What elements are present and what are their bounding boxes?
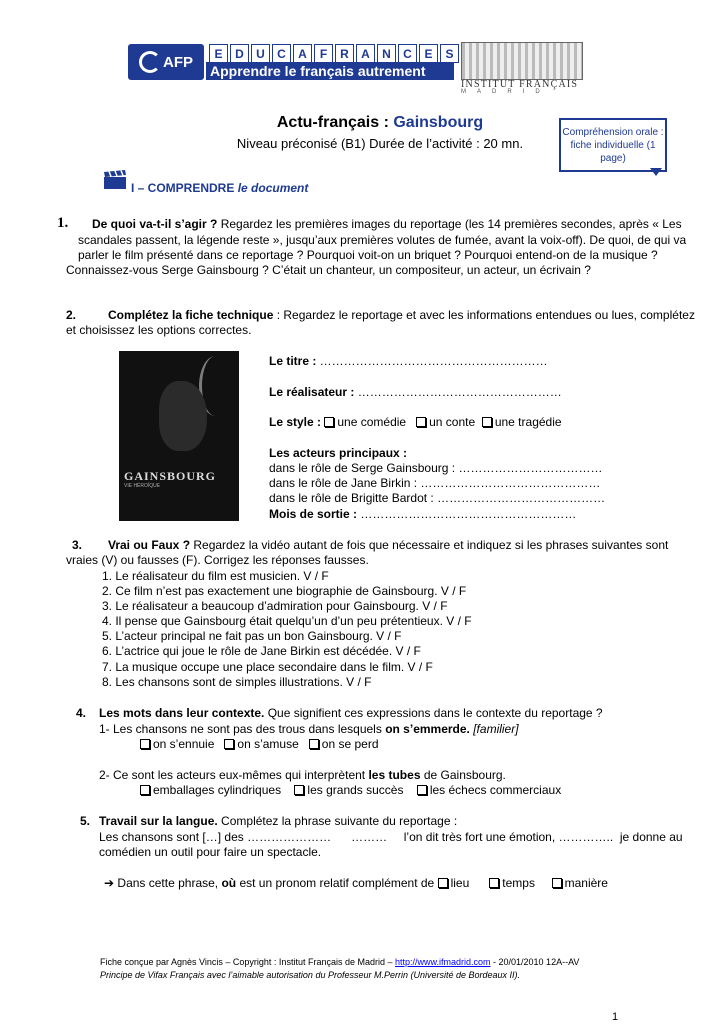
institut-name: INSTITUT FRANÇAIS <box>461 79 579 90</box>
field-titre[interactable]: Le titre : ………………………………………………… <box>269 354 548 368</box>
educafrances-letter: D <box>230 44 249 63</box>
institut-building-image <box>461 42 583 80</box>
educafrances-letter: S <box>440 44 459 63</box>
q4-sub-2-options: emballages cylindriques les grands succès les échecs commerciaux <box>140 783 561 798</box>
q1-line-3: parler le film présenté dans ce reportage ? Pourquoi voit-on un briquet ? Pourquoi entend-on de la musique ? <box>78 248 658 262</box>
institut-city: MADRID <box>461 89 551 95</box>
field-role-brigitte[interactable]: dans le rôle de Brigitte Bardot : …………………………………… <box>269 491 606 505</box>
q5-question: ➔ Dans cette phrase, où est un pronom relatif complément de lieu temps manière <box>104 876 608 890</box>
poster-portrait <box>159 381 207 451</box>
checkbox-echecs[interactable] <box>417 785 427 795</box>
acteurs-label: Les acteurs principaux : <box>269 446 408 460</box>
vf-item-1[interactable]: 1. Le réalisateur du film est musicien. V / F <box>102 569 329 583</box>
vf-item-3[interactable]: 3. Le réalisateur a beaucoup d’admiration pour Gainsbourg. V / F <box>102 599 448 613</box>
field-role-serge[interactable]: dans le rôle de Serge Gainsbourg : ……………………………… <box>269 461 603 475</box>
vf-item-8[interactable]: 8. Les chansons sont de simples illustrations. V / F <box>102 675 372 689</box>
checkbox-grands-succes[interactable] <box>294 785 304 795</box>
page-number: 1 <box>612 1011 619 1023</box>
vf-item-5[interactable]: 5. L’acteur principal ne fait pas un bon Gainsbourg. V / F <box>102 629 402 643</box>
checkbox-tragedie[interactable] <box>482 417 492 427</box>
q4-sub-1-options: on s’ennuie on s’amuse on se perd <box>140 737 379 752</box>
page-subtitle: Niveau préconisé (B1) Durée de l’activité : 20 mn. <box>236 136 524 151</box>
section-heading: I – COMPRENDRE le document <box>131 181 309 195</box>
clapperboard-icon <box>103 170 127 190</box>
q5-sentence-line-2: comédien un outil pour faire un spectacle. <box>99 845 322 859</box>
q1-line-1: De quoi va-t-il s’agir ? Regardez les premières images du reportage (les 14 premières secondes, après « Les <box>92 217 682 231</box>
q3-line-1: Vrai ou Faux ? Regardez la vidéo autant de fois que nécessaire et indiquez si les phrases suivantes sont <box>108 538 669 552</box>
educafrances-tagline: Apprendre le français autrement <box>206 62 454 80</box>
q5-intro: Travail sur la langue. Complétez la phrase suivante du reportage : <box>99 814 458 828</box>
q1-line-4: Connaissez-vous Serge Gainsbourg ? C’était un chanteur, un compositeur, un acteur, un écrivain ? <box>66 263 591 277</box>
q2-line-2: et choisissez les options correctes. <box>66 323 252 337</box>
checkbox-amuse[interactable] <box>224 739 234 749</box>
question-3-number: 3. <box>72 538 83 552</box>
educafrances-letter: F <box>314 44 333 63</box>
film-poster-image: GAINSBOURG VIE HÉROÏQUE <box>119 351 239 521</box>
checkbox-lieu[interactable] <box>438 878 448 888</box>
field-role-jane[interactable]: dans le rôle de Jane Birkin : ……………………………………… <box>269 476 601 490</box>
q4-sub-1: 1- Les chansons ne sont pas des trous dans lesquels on s’emmerde. [familier] <box>99 722 519 736</box>
q1-line-2: scandales passent, la légende reste », jusqu’aux premières volutes de fumée, avant la voix-off). De quoi, de qui va <box>78 233 687 247</box>
q2-line-1: Complétez la fiche technique : Regardez le reportage et avec les informations entendues ou lues, complétez <box>108 308 695 322</box>
educafrances-letter: A <box>293 44 312 63</box>
checkbox-maniere[interactable] <box>552 878 562 888</box>
q5-sentence-line-1[interactable]: Les chansons sont […] des ………………… ……… l’on dit très fort une émotion, ………….. je donne au <box>99 830 683 844</box>
checkbox-emballages[interactable] <box>140 785 150 795</box>
checkbox-ennuie[interactable] <box>140 739 150 749</box>
vf-item-6[interactable]: 6. L’actrice qui joue le rôle de Jane Birkin est décédée. V / F <box>102 644 421 658</box>
field-realisateur[interactable]: Le réalisateur : …………………………………………… <box>269 385 562 399</box>
footer-line-2: Principe de Vifax Français avec l’aimable autorisation du Professeur M.Perrin (Université de Bordeaux II). <box>100 970 521 980</box>
question-4-number: 4. <box>76 706 87 720</box>
checkbox-temps[interactable] <box>489 878 499 888</box>
educafrances-letter: R <box>335 44 354 63</box>
educafrances-letters <box>209 44 459 63</box>
field-style: Le style : une comédie un conte une tragédie <box>269 415 562 429</box>
footer <box>100 956 579 982</box>
vf-item-4[interactable]: 4. Il pense que Gainsbourg était quelqu’un d’un peu prétentieux. V / F <box>102 614 472 628</box>
checkbox-conte[interactable] <box>416 417 426 427</box>
vf-item-2[interactable]: 2. Ce film n’est pas exactement une biographie de Gainsbourg. V / F <box>102 584 467 598</box>
q4-intro: Les mots dans leur contexte. Que signifient ces expressions dans le contexte du reportage ? <box>99 706 603 720</box>
educafrances-letter: A <box>356 44 375 63</box>
question-5-number: 5. <box>80 814 91 828</box>
vf-item-7[interactable]: 7. La musique occupe une place secondaire dans le film. V / F <box>102 660 433 674</box>
afp-logo: AFP <box>128 44 204 80</box>
callout-tail <box>650 168 662 176</box>
page-title: Actu-français : Gainsbourg <box>276 114 484 131</box>
checkbox-perd[interactable] <box>309 739 319 749</box>
checkbox-comedie[interactable] <box>324 417 334 427</box>
footer-line-1: Fiche conçue par Agnès Vincis – Copyright : Institut Français de Madrid – http://www.ifmadrid.com - 20/01/2010 12A--AV <box>100 957 580 967</box>
activity-type-callout: Compréhension orale : fiche individuelle (1 page) <box>559 118 667 172</box>
educafrances-letter: C <box>272 44 291 63</box>
question-1-number: 1. <box>57 215 69 231</box>
q3-line-2: vraies (V) ou fausses (F). Corrigez les réponses fausses. <box>66 553 369 567</box>
ifmadrid-link[interactable]: http://www.ifmadrid.com <box>394 957 491 967</box>
question-2-number: 2. <box>66 308 77 322</box>
educafrances-letter: N <box>377 44 396 63</box>
field-mois-sortie[interactable]: Mois de sortie : ……………………………………………… <box>269 507 577 521</box>
educafrances-letter: E <box>419 44 438 63</box>
afp-swirl-icon <box>139 51 161 73</box>
educafrances-letter: C <box>398 44 417 63</box>
educafrances-letter: U <box>251 44 270 63</box>
educafrances-letter: E <box>209 44 228 63</box>
arrow-icon: ➔ <box>104 876 115 890</box>
q4-sub-2: 2- Ce sont les acteurs eux-mêmes qui interprètent les tubes de Gainsbourg. <box>99 768 506 782</box>
